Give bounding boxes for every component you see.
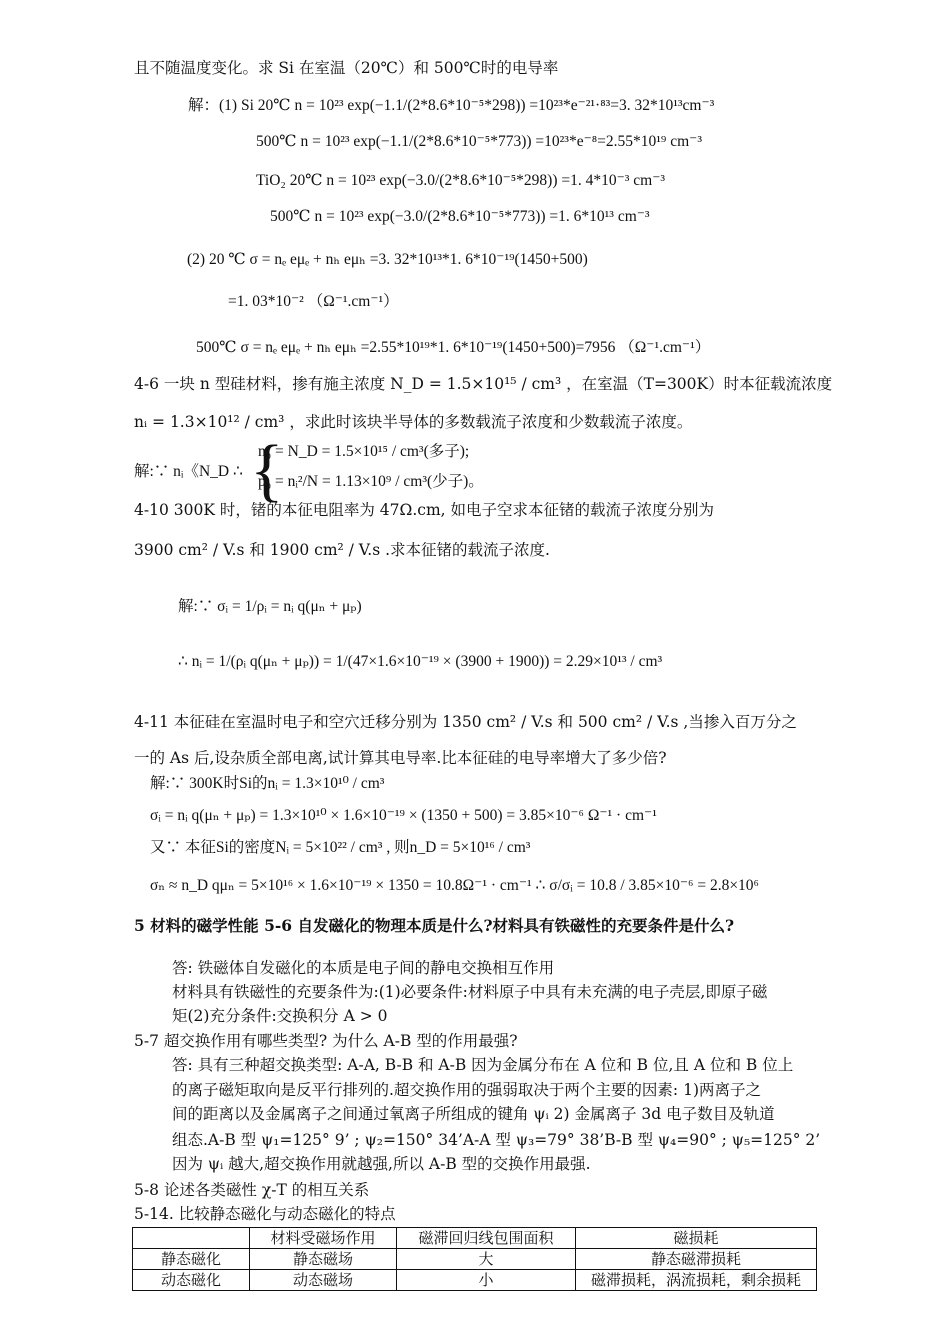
table-cell: 静态磁场: [250, 1249, 397, 1270]
majority-carrier-eq: n₀ = N_D = 1.5×10¹⁵ / cm³(多子);: [258, 443, 470, 460]
problem-4-6-line1: 4-6 一块 n 型硅材料，掺有施主浓度 N_D = 1.5×10¹⁵ / cm³ ，在室温（T=300K）时本征载流浓度: [134, 375, 833, 393]
table-cell: 静态磁化: [133, 1249, 250, 1270]
solution-4-6-prefix: 解:∵ nᵢ《N_D ∴: [134, 463, 243, 480]
solution-4-10-eq1: 解:∵ σᵢ = 1/ρᵢ = nᵢ q(μₙ + μₚ): [178, 598, 362, 615]
magnetization-comparison-table: [132, 1227, 817, 1291]
table-header-cell: 磁损耗: [576, 1228, 817, 1249]
problem-4-10-line1: 4-10 300K 时，锗的本征电阻率为 47Ω.cm, 如电子空求本征锗的载流子浓度分别为: [134, 501, 715, 519]
problem-4-11-line1: 4-11 本征硅在室温时电子和空穴迁移分别为 1350 cm² / V.s 和 500 cm² / V.s ,当掺入百万分之: [134, 713, 797, 731]
section-5-heading: 5 材料的磁学性能 5-6 自发磁化的物理本质是什么?材料具有铁磁性的充要条件是什么?: [134, 916, 735, 935]
problem-4-10-line2: 3900 cm² / V.s 和 1900 cm² / V.s .求本征锗的载流子浓度.: [134, 541, 550, 559]
table-cell: 磁滞损耗，涡流损耗，剩余损耗: [576, 1270, 817, 1291]
answer-5-7-line3: 间的距离以及金属离子之间通过氧离子所组成的键角 ψᵢ 2) 金属离子 3d 电子数目及轨道: [172, 1105, 775, 1123]
problem-statement-line: 且不随温度变化。求 Si 在室温（20℃）和 500℃时的电导率: [134, 59, 559, 77]
solution-4-11-eq2: σᵢ = nᵢ q(μₙ + μₚ) = 1.3×10¹⁰ × 1.6×10⁻¹⁹ × (1350 + 500) = 3.85×10⁻⁶ Ω⁻¹ · cm⁻¹: [150, 807, 657, 824]
table-cell: 动态磁化: [133, 1270, 250, 1291]
solution-4-11-eq1: 解:∵ 300K时Si的nᵢ = 1.3×10¹⁰ / cm³: [150, 775, 385, 792]
answer-5-6-line1: 答: 铁磁体自发磁化的本质是电子间的静电交换相互作用: [172, 959, 555, 977]
problem-4-6-line2: nᵢ = 1.3×10¹² / cm³ ，求此时该块半导体的多数载流子浓度和少数载流子浓度。: [134, 413, 693, 431]
solution-si-20c: 解：(1) Si 20℃ n = 10²³ exp(−1.1/(2*8.6*10⁻⁵*298)) =10²³*e⁻²¹·⁸³=3. 32*10¹³cm⁻³: [188, 97, 715, 114]
answer-5-7-line1: 答: 具有三种超交换类型: A-A, B-B 和 A-B 因为金属分布在 A 位和 B 位,且 A 位和 B 位上: [172, 1056, 794, 1074]
conductivity-500c: 500℃ σ = nₑ eμₑ + nₕ eμₕ =2.55*10¹⁹*1. 6*10⁻¹⁹(1450+500)=7956 （Ω⁻¹.cm⁻¹）: [196, 339, 711, 356]
conductivity-20c-result: =1. 03*10⁻² （Ω⁻¹.cm⁻¹）: [228, 293, 399, 310]
solution-4-11-eq3: 又∵ 本征Si的密度Nᵢ = 5×10²² / cm³ , 则n_D = 5×10¹⁶ / cm³: [150, 839, 531, 856]
solution-4-10-eq2: ∴ nᵢ = 1/(ρᵢ q(μₙ + μₚ)) = 1/(47×1.6×10⁻¹⁹ × (3900 + 1900)) = 2.29×10¹³ / cm³: [178, 653, 663, 670]
table-cell: 大: [397, 1249, 576, 1270]
minority-carrier-eq: p₀ = nᵢ²/N = 1.13×10⁹ / cm³(少子)。: [258, 473, 484, 490]
solution-si-500c: 500℃ n = 10²³ exp(−1.1/(2*8.6*10⁻⁵*773)) =10²³*e⁻⁸=2.55*10¹⁹ cm⁻³: [256, 133, 702, 150]
answer-5-7-line5: 因为 ψᵢ 越大,超交换作用就越强,所以 A-B 型的交换作用最强.: [172, 1155, 591, 1173]
equation-brace: {: [250, 432, 284, 509]
solution-4-11-eq4: σₙ ≈ n_D qμₙ = 5×10¹⁶ × 1.6×10⁻¹⁹ × 1350 = 10.8Ω⁻¹ · cm⁻¹ ∴ σ/σᵢ = 10.8 / 3.85×10⁻⁶ = 2.8×10⁶: [150, 877, 759, 894]
solution-tio2-500c: 500℃ n = 10²³ exp(−3.0/(2*8.6*10⁻⁵*773)) =1. 6*10¹³ cm⁻³: [270, 208, 650, 225]
solution-tio2-20c: TiO₂ 20℃ n = 10²³ exp(−3.0/(2*8.6*10⁻⁵*298)) =1. 4*10⁻³ cm⁻³: [256, 172, 666, 189]
table-cell: 动态磁场: [250, 1270, 397, 1291]
table-header-cell: 材料受磁场作用: [250, 1228, 397, 1249]
table-cell: 小: [397, 1270, 576, 1291]
question-5-14: 5-14. 比较静态磁化与动态磁化的特点: [134, 1205, 396, 1223]
answer-5-6-line2: 材料具有铁磁性的充要条件为:(1)必要条件:材料原子中具有未充满的电子壳层,即原子磁: [172, 983, 768, 1001]
table-header-cell: 磁滞回归线包围面积: [397, 1228, 576, 1249]
answer-5-7-line4: 组态.A-B 型 ψ₁=125° 9’ ; ψ₂=150° 34’A-A 型 ψ₃=79° 38’B-B 型 ψ₄=90° ; ψ₅=125° 2’: [172, 1131, 821, 1149]
problem-4-11-line2: 一的 As 后,设杂质全部电离,试计算其电导率.比本征硅的电导率增大了多少倍?: [134, 749, 667, 767]
conductivity-20c: (2) 20 ℃ σ = nₑ eμₑ + nₕ eμₕ =3. 32*10¹³*1. 6*10⁻¹⁹(1450+500): [187, 251, 588, 268]
answer-5-7-line2: 的离子磁矩取向是反平行排列的.超交换作用的强弱取决于两个主要的因素: 1)两离子之: [172, 1081, 761, 1099]
table-row: [133, 1249, 817, 1270]
table-row: [133, 1270, 817, 1291]
table-header-row: [133, 1228, 817, 1249]
question-5-7: 5-7 超交换作用有哪些类型? 为什么 A-B 型的作用最强?: [134, 1032, 518, 1050]
table-header-cell: [133, 1228, 250, 1249]
question-5-8: 5-8 论述各类磁性 χ-T 的相互关系: [134, 1181, 370, 1199]
answer-5-6-line3: 矩(2)充分条件:交换积分 A > 0: [172, 1007, 388, 1025]
table-cell: 静态磁滞损耗: [576, 1249, 817, 1270]
